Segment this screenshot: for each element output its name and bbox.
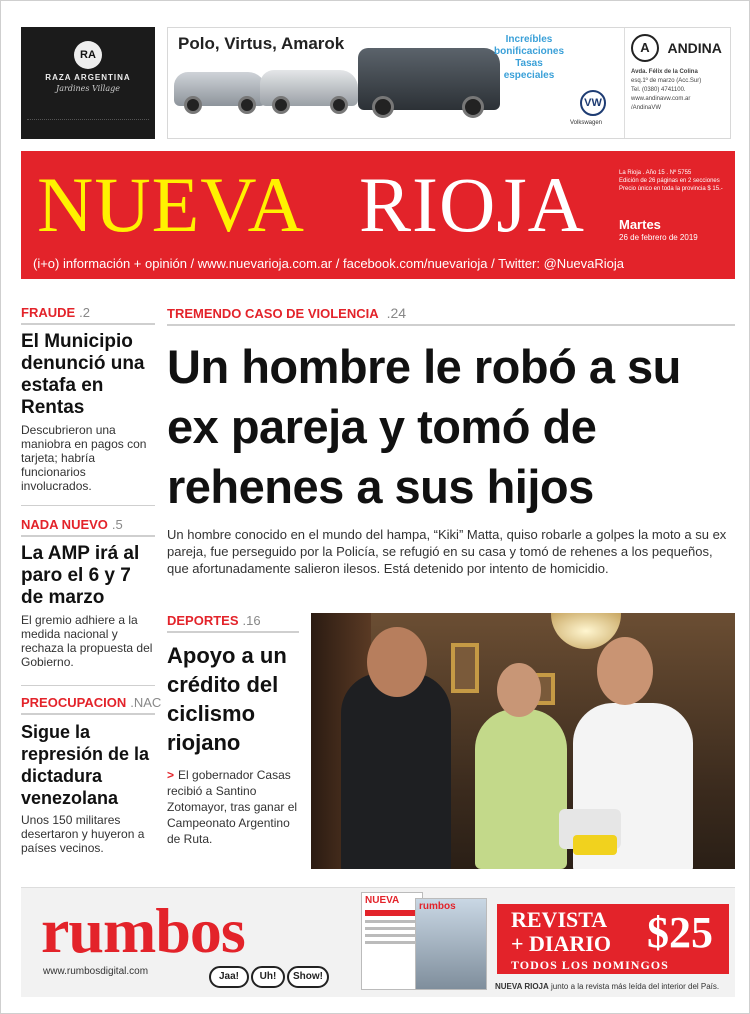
main-story-deck: Un hombre conocido en el mundo del hampa, “Kiki” Matta, quiso robarle a golpes la moto a su ex pareja, fue perseguido por la Policía, se refugió en su casa y tomó de rehenes a los pequeños, que afortunadamente salieron ilesos. Está detenido por intento de homicidio. (167, 527, 727, 576)
story-deck: Unos 150 militares desertaron y huyeron a países vecinos. (21, 813, 145, 855)
masthead-day: Martes (619, 217, 661, 232)
volkswagen-ad[interactable] (167, 27, 731, 139)
rumbos-logo: rumbos (41, 895, 245, 966)
raza-name: RAZA ARGENTINA (45, 73, 131, 82)
badge-uh: Uh! (251, 966, 285, 988)
raza-argentina-ad[interactable] (21, 27, 155, 139)
masthead-title-rioja: RIOJA (359, 161, 586, 248)
divider (21, 505, 155, 506)
car-virtus (260, 70, 358, 106)
andina-logo: A (631, 34, 659, 62)
sports-headline[interactable]: Apoyo a un crédito del ciclismo riojano (167, 643, 287, 755)
main-story-headline[interactable]: Un hombre le robó a su ex pareja y tomó de rehenes a sus hijos (167, 340, 681, 513)
sports-deck-text: El gobernador Casas recibió a Santino Zotomayor, tras ganar el Campeonato Argentino de Ruta. (167, 768, 298, 846)
kicker-label: NADA NUEVO (21, 517, 108, 532)
story-headline[interactable]: Sigue la represión de la dictadura venezolana (21, 722, 150, 808)
story-deck: Descubrieron una maniobra en pagos con tarjeta; habría funcionarios involucrados. (21, 423, 147, 493)
andina-dealer (624, 28, 730, 138)
photo-person-green (475, 709, 567, 869)
andina-address-2: esq.1º de marzo (Acc.Sur) (631, 78, 702, 84)
car-polo (174, 72, 266, 106)
story-preocupacion[interactable] (21, 695, 162, 855)
divider (21, 685, 155, 686)
vw-promo: Increíbles bonificaciones Tasas especiales (494, 34, 565, 81)
page-ref: .NAC (130, 695, 162, 710)
kicker-label: PREOCUPACION (21, 695, 127, 710)
car-amarok (358, 48, 500, 110)
photo-head (367, 627, 427, 697)
edition-price: Precio único en toda la provincia $ 15.- (619, 186, 723, 192)
mag-title: rumbos (419, 901, 456, 912)
badge-show: Show! (287, 966, 329, 988)
page-ref: .24 (386, 305, 407, 321)
story-kicker (21, 695, 162, 715)
rumbos-note (495, 982, 719, 991)
vw-models: Polo, Virtus, Amarok (178, 34, 345, 53)
mag-title: NUEVA (365, 895, 400, 906)
photo-jersey-yellow (573, 835, 617, 855)
main-story-kicker (167, 305, 735, 326)
raza-subtitle: Jardines Village (56, 84, 120, 93)
story-deck: El gremio adhiere a la medida nacional y rechaza la propuesta del Gobierno. (21, 613, 153, 669)
edition-pages: Edición de 26 páginas en 2 secciones (619, 178, 720, 184)
raza-logo: RA (74, 41, 102, 69)
story-kicker (21, 305, 155, 325)
story-headline[interactable]: La AMP irá al paro el 6 y 7 de marzo (21, 543, 140, 608)
page-ref: .16 (242, 613, 261, 628)
masthead-tagline[interactable]: (i+o) información + opinión / www.nuevarioja.com.ar / facebook.com/nuevarioja / Twitter: @NuevaRioja (33, 256, 625, 271)
story-kicker (21, 517, 155, 537)
andina-address-1: Avda. Félix de la Colina (631, 69, 698, 75)
arrow-icon: > (167, 768, 175, 782)
story-nada-nuevo[interactable] (21, 517, 155, 669)
rumbos-offer (497, 904, 729, 974)
photo-person-governor (341, 673, 451, 869)
offer-line3: TODOS LOS DOMINGOS (511, 958, 669, 972)
masthead-date: 26 de febrero de 2019 (619, 233, 698, 242)
andina-web[interactable]: www.andinavw.com.ar (631, 96, 691, 102)
story-fraude[interactable] (21, 305, 155, 493)
badge-jaa: Jaa! (209, 966, 249, 988)
sports-photo[interactable] (311, 613, 735, 869)
edition-info (619, 169, 727, 193)
kicker-label: FRAUDE (21, 305, 76, 320)
page-ref: .5 (111, 517, 123, 532)
newspaper-cover (361, 892, 423, 990)
andina-phone: Tel. (0380) 4741100. (631, 87, 686, 93)
sports-kicker (167, 613, 299, 633)
masthead (21, 151, 735, 279)
kicker-label: TREMENDO CASO DE VIOLENCIA (167, 306, 379, 321)
raza-fine-print (27, 119, 149, 133)
page-ref: .2 (79, 305, 91, 320)
photo-frame (451, 643, 479, 693)
sports-deck (167, 767, 301, 847)
vw-logo-icon: VW (580, 90, 606, 116)
masthead-title-nueva: NUEVA (37, 161, 305, 248)
andina-social[interactable]: /AndinaVW (631, 105, 662, 111)
kicker-label: DEPORTES (167, 613, 239, 628)
note-brand: NUEVA RIOJA (495, 982, 549, 991)
photo-head (497, 663, 541, 717)
edition-number: La Rioja . Año 15 . Nº 5755 (619, 170, 692, 176)
vw-brand-label: Volkswagen (570, 120, 603, 126)
offer-price: $25 (647, 908, 713, 957)
photo-head (597, 637, 653, 705)
andina-name: ANDINA (667, 40, 722, 56)
note-text: junto a la revista más leída del interior del País. (551, 982, 720, 991)
rumbos-url[interactable]: www.rumbosdigital.com (43, 966, 149, 977)
rumbos-ad[interactable] (21, 887, 735, 997)
offer-line2: + DIARIO (511, 931, 611, 956)
magazine-cover (415, 898, 487, 990)
offer-line1: REVISTA (511, 907, 608, 932)
story-headline[interactable]: El Municipio denunció una estafa en Rentas (21, 331, 145, 418)
